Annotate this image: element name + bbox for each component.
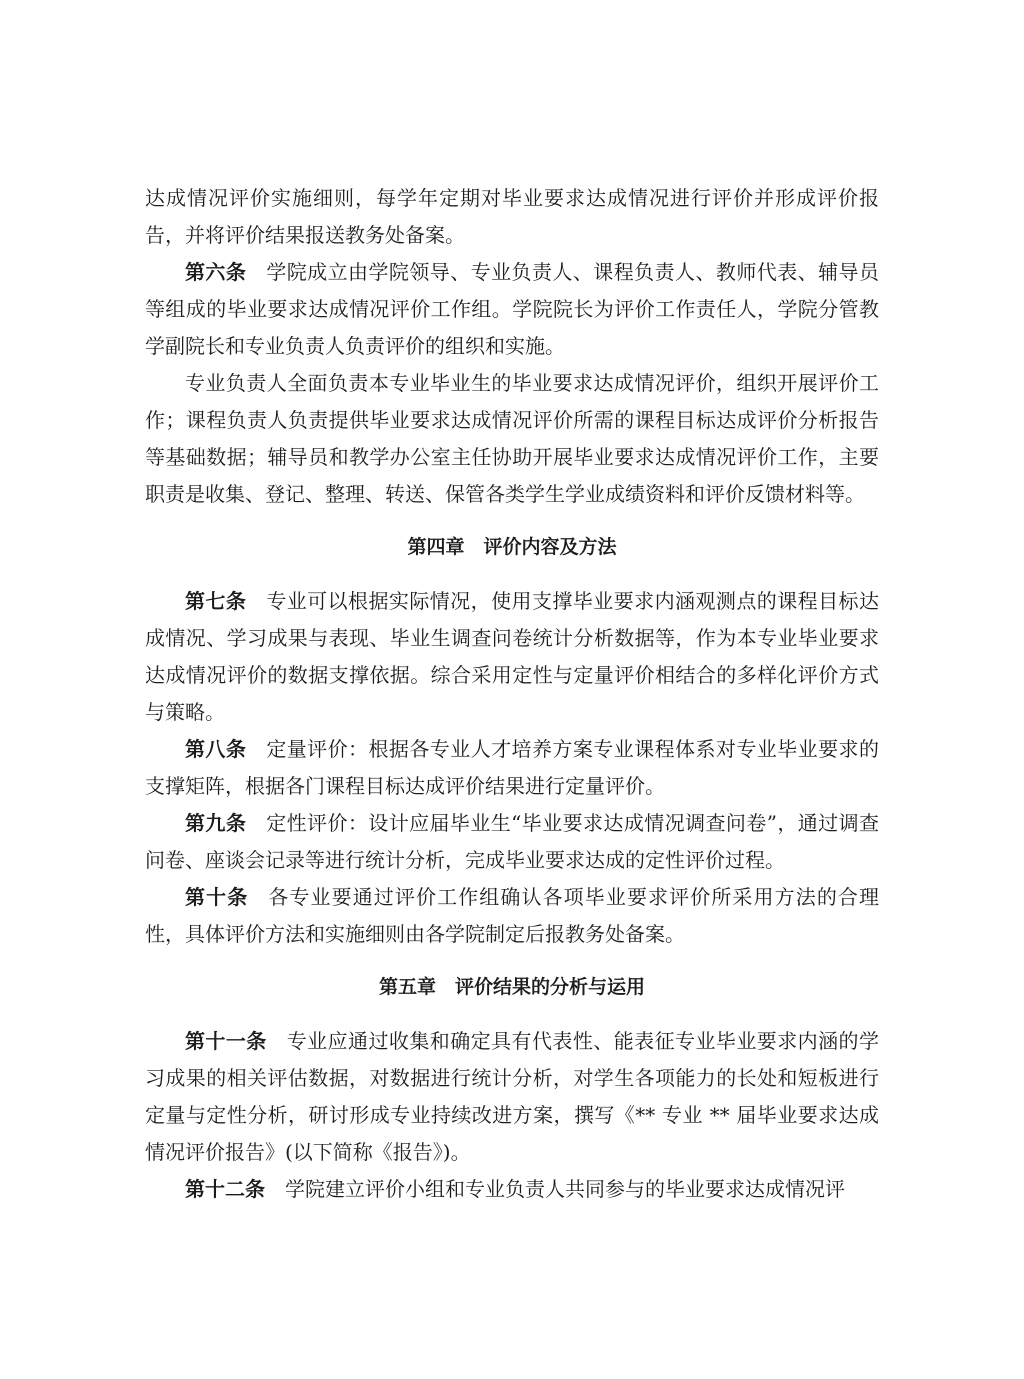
- article-text: 学院成立由学院领导、专业负责人、课程负责人、教师代表、辅导员等组成的毕业要求达成情况评价工作组。学院院长为评价工作责任人，学院分管教学副院长和专业负责人负责评价的组织和实施。: [145, 260, 879, 358]
- article-text: 各专业要通过评价工作组确认各项毕业要求评价所采用方法的合理性，具体评价方法和实施细则由各学院制定后报教务处备案。: [145, 885, 880, 946]
- article-text: 专业应通过收集和确定具有代表性、能表征专业毕业要求内涵的学习成果的相关评估数据，对数据进行统计分析，对学生各项能力的长处和短板进行定量与定性分析，研讨形成专业持续改进方案，撰写《** 专业 ** 届毕业要求达成情况评价报告》(以下简称《报告》)。: [145, 1029, 879, 1164]
- article-11: [145, 1023, 879, 1171]
- chapter-4-heading: 第四章 评价内容及方法: [407, 536, 617, 558]
- article-number: 第七条: [185, 589, 247, 613]
- article-7: [145, 583, 879, 731]
- article-12: [145, 1171, 879, 1208]
- article-number: 第十一条: [185, 1029, 267, 1053]
- paragraph-text: 达成情况评价实施细则，每学年定期对毕业要求达成情况进行评价并形成评价报告，并将评价结果报送教务处备案。: [145, 186, 879, 247]
- article-text: 学院建立评价小组和专业负责人共同参与的毕业要求达成情况评: [285, 1177, 845, 1201]
- article-9: [145, 805, 879, 879]
- article-6: [145, 254, 879, 365]
- chapter-5-heading: 第五章 评价结果的分析与运用: [378, 976, 645, 998]
- article-number: 第十二条: [185, 1177, 265, 1201]
- article-number: 第八条: [185, 737, 247, 761]
- article-number: 第十条: [185, 885, 249, 909]
- article-10: [145, 879, 879, 953]
- article-number: 第九条: [185, 811, 247, 835]
- paragraph-text: 专业负责人全面负责本专业毕业生的毕业要求达成情况评价，组织开展评价工作；课程负责人负责提供毕业要求达成情况评价所需的课程目标达成评价分析报告等基础数据；辅导员和教学办公室主任协助开展毕业要求达成情况评价工作，主要职责是收集、登记、整理、转送、保管各类学生学业成绩资料和评价反馈材料等。: [145, 371, 879, 506]
- article-text: 定量评价：根据各专业人才培养方案专业课程体系对专业毕业要求的支撑矩阵，根据各门课程目标达成评价结果进行定量评价。: [145, 737, 879, 798]
- document-page: [145, 180, 879, 1208]
- paragraph-continuation: [145, 180, 879, 254]
- article-8: [145, 731, 879, 805]
- article-text: 专业可以根据实际情况，使用支撑毕业要求内涵观测点的课程目标达成情况、学习成果与表现、毕业生调查问卷统计分析数据等，作为本专业毕业要求达成情况评价的数据支撑依据。综合采用定性与定量评价相结合的多样化评价方式与策略。: [145, 589, 879, 724]
- article-number: 第六条: [185, 260, 247, 284]
- paragraph-responsibilities: [145, 365, 879, 513]
- article-text: 定性评价：设计应届毕业生“毕业要求达成情况调查问卷”，通过调查问卷、座谈会记录等进行统计分析，完成毕业要求达成的定性评价过程。: [145, 811, 879, 872]
